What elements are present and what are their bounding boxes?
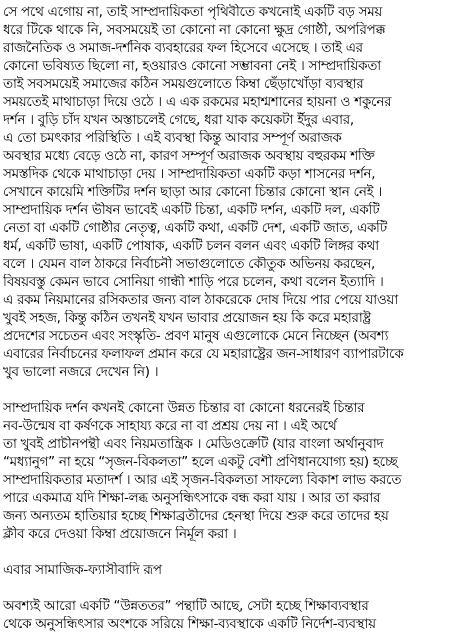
text-line: ধরে টিকে থাকে নি, সবসময়েই তা কোনো না কোনো ক্ষুদ্র গোষ্ঠী, অপরিপক্ক xyxy=(3,23,386,38)
text-line: তাই সবসময়েই সমাজের কঠিন সময়গুলোতে কিম্বা ছেঁড়াখোঁড়া ব্যবস্থার xyxy=(3,77,364,92)
text-line: অবস্থার মধ্যে বেড়ে ওঠে না, কারণ সম্পূর্ণ অরাজক অবস্থায় বহুরকম শক্তি xyxy=(3,149,375,164)
paragraph-mediocrity xyxy=(3,400,453,544)
text-line: সাম্প্রদায়িকতার মতাদর্শ । আর এই সৃজন-বিকলতা সাফল্যে বিকাশ লাভ করতে xyxy=(3,473,402,488)
text-line: খুব ভালো নজরে দেখেন নি) । xyxy=(3,365,159,380)
text-line: সময়তেই মাথাচাড়া দিয়ে ওঠে । এ এক রকমের মহাশ্মশানের হায়না ও শকুনের xyxy=(3,95,392,110)
text-line: অবশ্যই আরো একটি “উন্নততর” পন্থাটি আছে, সেটা হচ্ছে শিক্ষাব্যবস্থার xyxy=(3,599,369,614)
text-line: দর্শন । বুড়ি চাঁদ যখন অস্তাচলেই গেছে, ধরা যাক কয়েকটা ইঁদুর এবার, xyxy=(3,113,354,128)
section-heading xyxy=(3,562,453,580)
text-line: জন্য অন্যতম হাতিয়ার হচ্ছে শিক্ষাব্রতীদের হেনস্থা দিয়ে শুরু করে তাদের হয় xyxy=(3,509,389,524)
text-line: “মধ্যানুগ” না হয়ে “সৃজন-বিকলতা” হলে একটু বেশী প্রণিধানযোগ্য হয়) হচ্ছে xyxy=(3,455,398,470)
text-line: এ তো চমৎকার পরিস্থিতি । এই ব্যবস্থা কিন্তু আবার সম্পূর্ণ অরাজক xyxy=(3,131,342,146)
text-line: নেতা বা একটি গোষ্ঠীর নেতৃত্ব, একটি কথা, একটি দেশ, একটি জাত, একটি xyxy=(3,221,387,236)
paragraph-spacer xyxy=(3,580,453,598)
paragraph-spacer xyxy=(3,544,453,562)
text-line: ধর্ম, একটি ভাষা, একটি পোষাক, একটি চলন বলন এবং একটি লিঙ্গর কথা xyxy=(3,239,379,254)
text-line: প্রদেশের সচেতন এবং সংস্কৃতি- প্রবণ মানুষ এগুলোকে মেনে নিচ্ছেন (অবশ্য xyxy=(3,329,389,344)
paragraph-communalism-short-lived xyxy=(3,4,453,382)
text-line: নব-উন্মেষ বা কর্ষণকে সাহায্য করে না বা প্রশ্রয় দেয় না । এই অর্থে xyxy=(3,419,337,434)
text-line: এ রকম নিয়মানের রসিকতার জন্য বাল ঠাকরেকে দোষ দিয়ে পার পেয়ে যাওয়া xyxy=(3,293,398,308)
text-line: সমস্তদিক থেকে মাথাচাড়া দেয় । সাম্প্রদায়িকতা একটি কড়া শাসনের দর্শন, xyxy=(3,167,376,182)
text-line: কোনো ভবিষ্যত ছিলো না, হওয়ারও কোনো সম্ভাবনা নেই । সাম্প্রদায়িকতা xyxy=(3,59,381,74)
text-line: বলে । যেমন বাল ঠাকরে নির্বাচনী সভাগুলোতে কৌতুক অভিনয় করছেন, xyxy=(3,257,375,272)
text-line: খুবই সহজ, কিন্তু কঠিন তখনই যখন ভাবার প্রয়োজন হয় কি করে মহারাষ্ট্র xyxy=(3,311,371,326)
text-line: সাম্প্রদায়িক দর্শন কখনই কোনো উন্নত চিন্তার বা কোনো ধরনেরই চিন্তার xyxy=(3,401,365,416)
text-line: রাজনৈতিক ও সমাজ-দর্শনিক ব্যবহারের ফল হিসেবে এসেছে । তাই এর xyxy=(3,41,363,56)
heading-line: এবার সামাজিক-ফ্যাসীবাদি রূপ xyxy=(3,563,162,578)
text-line: সেখানে কায়েমি শক্তিটির দর্শন ছাড়া আর কোনো চিন্তার কোনো স্থান নেই । xyxy=(3,185,382,200)
text-line: ক্লীব করে দেওয়া কিম্বা প্রয়োজনে নির্মূল করা । xyxy=(3,527,237,542)
paragraph-education-system xyxy=(3,598,453,634)
text-line: পারে একমাত্র যদি শিক্ষা-লব্ধ অনুসন্ধিৎসাকে বন্ধ করা যায় । আর তা করার xyxy=(3,491,381,506)
text-line: সে পথে এগোয় না, তাই সাম্প্রদায়িকতা পৃথিবীতে কখনোই একটি বড় সময় xyxy=(3,5,383,20)
text-line: বিষয়বস্তু কেমন ভাবে সোনিয়া গান্ধী শাড়ি পরে চলেন, কথা বলেন ইত্যাদি । xyxy=(3,275,384,290)
paragraph-spacer xyxy=(3,382,453,400)
text-line: সাম্প্রদায়িক দর্শন ভীষন ভাবেই একটি চিন্তা, একটি দর্শন, একটি দল, একটি xyxy=(3,203,380,218)
text-line: তা খুবই প্রাচীনপন্থী এবং নিয়মতান্ত্রিক । মেডিওক্রেটি (যার বাংলা অর্থানুবাদ xyxy=(3,437,384,452)
text-line: এবারের নির্বাচনের ফলাফল প্রমান করে যে মহারাষ্ট্রের জন-সাধারণ ব্যাপারটাকে xyxy=(3,347,404,362)
text-line: থেকে অনুসন্ধিৎসার অংশকে সরিয়ে শিক্ষা-ব্যবস্থাকে একটি নির্দেশ-ব্যবস্থায় xyxy=(3,617,376,632)
